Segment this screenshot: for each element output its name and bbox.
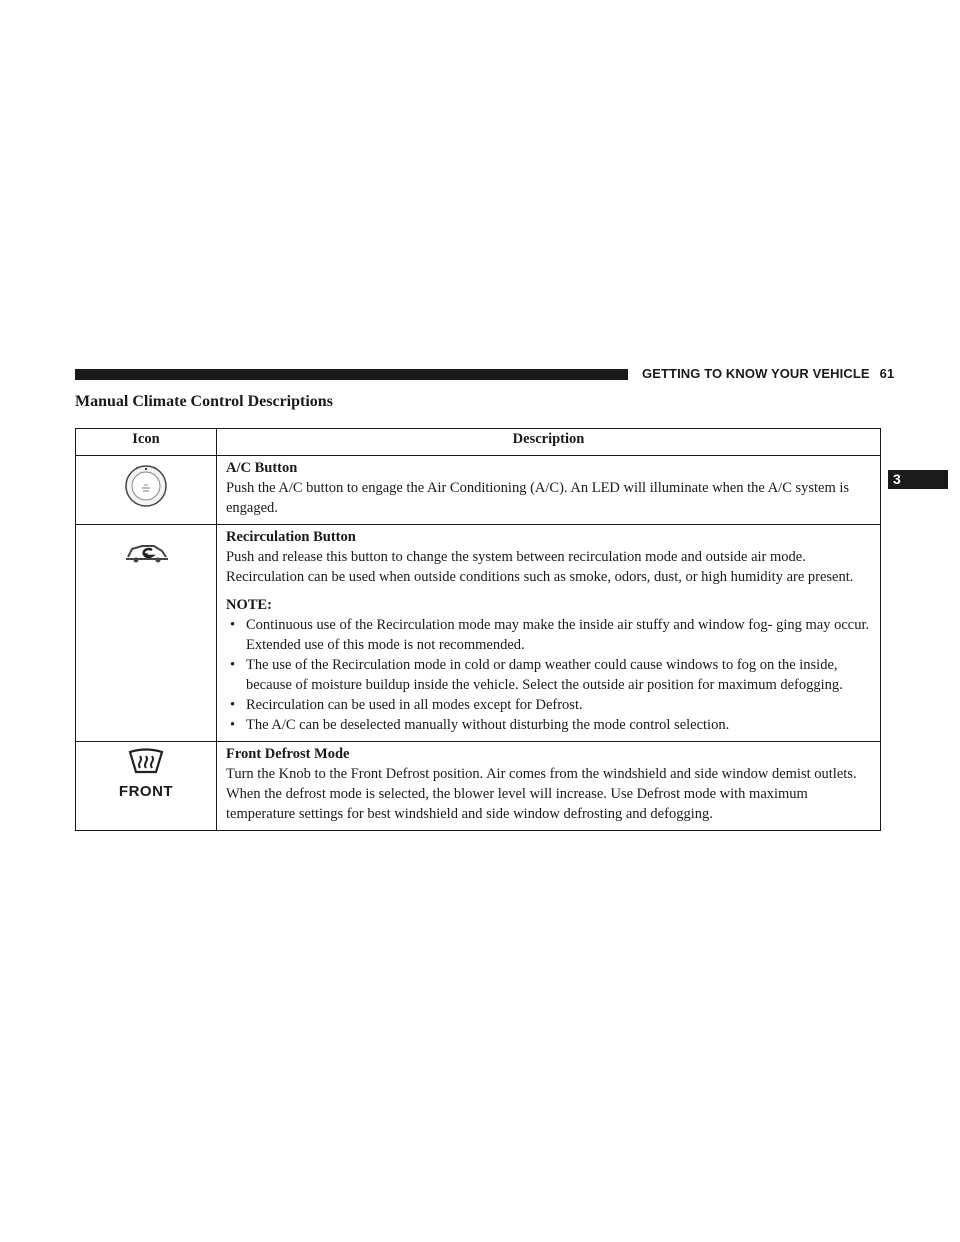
column-header-description: Description: [217, 429, 881, 456]
section-title: Manual Climate Control Descriptions: [75, 393, 333, 410]
table-row: [76, 742, 881, 831]
list-item: • Continuous use of the Recirculation mode may make the inside air stuffy and window fog- ging may occur. Extended use of this mode is not recommended.: [226, 615, 874, 655]
chapter-tab: 3: [888, 470, 948, 489]
description-cell: [217, 742, 881, 831]
page-number: 61: [879, 366, 895, 381]
list-item: • The use of the Recirculation mode in cold or damp weather could cause windows to fog on the inside, because of moisture buildup inside the vehicle. Select the outside air position for maximum defogging.: [226, 655, 874, 695]
row-text: Push the A/C button to engage the Air Conditioning (A/C). An LED will illuminate when the A/C system is engaged.: [226, 480, 850, 516]
table-row: [76, 525, 881, 742]
list-item: • The A/C can be deselected manually without disturbing the mode control selection.: [226, 715, 874, 735]
row-text: Turn the Knob to the Front Defrost position. Air comes from the windshield and side window demist outlets. When the defrost mode is selected, the blower level will increase. Use Defrost mode with maximum temperature settings for best windshield and side window defrosting and defogging.: [226, 766, 857, 822]
running-header: [642, 366, 894, 381]
icon-cell: [76, 456, 217, 525]
climate-control-table: [75, 428, 881, 831]
row-title: Recirculation Button: [226, 529, 356, 545]
list-item: • Recirculation can be used in all modes except for Defrost.: [226, 695, 874, 715]
table-row: [76, 456, 881, 525]
front-label: FRONT: [118, 783, 174, 800]
row-title: A/C Button: [226, 460, 298, 476]
icon-cell: [76, 742, 217, 831]
column-header-icon: Icon: [76, 429, 217, 456]
row-title: Front Defrost Mode: [226, 746, 350, 762]
description-cell: [217, 525, 881, 742]
header-rule: [75, 369, 628, 380]
row-text: Push and release this button to change the system between recirculation mode and outside air mode. Recirculation can be used when outside conditions such as smoke, odors, dust, or high humidity are present.: [226, 549, 854, 585]
note-label: NOTE:: [226, 597, 272, 613]
description-cell: [217, 456, 881, 525]
ac-button-icon: [124, 464, 168, 514]
front-defrost-icon: [119, 748, 173, 802]
note-bullets: [226, 615, 874, 735]
recirculation-icon: [122, 539, 170, 571]
icon-cell: [76, 525, 217, 742]
table-header-row: [76, 429, 881, 456]
header-title: GETTING TO KNOW YOUR VEHICLE: [642, 366, 870, 381]
